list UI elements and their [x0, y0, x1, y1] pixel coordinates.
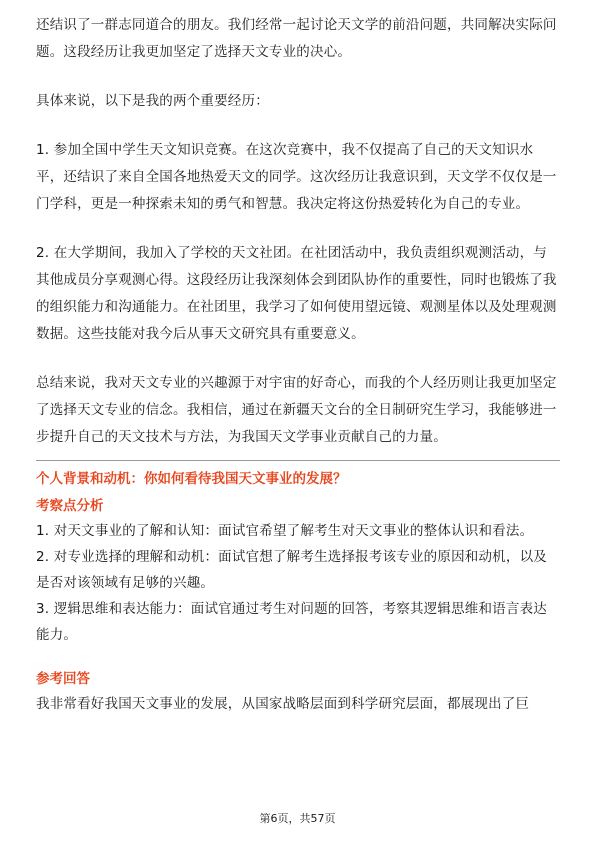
- page-content: [36, 12, 560, 718]
- question-title: 个人背景和动机：你如何看待我国天文事业的发展？: [36, 471, 347, 487]
- paragraph-experience-1: 1. 参加全国中学生天文知识竞赛。在这次竞赛中，我不仅提高了自己的天文知识水平，还结识了来自全国各地热爱天文的同学。这次经历让我意识到，天文学不仅仅是一门学科，更是一种探索未知的勇气和智慧。我决定将这份热爱转化为自己的专业。: [36, 142, 557, 212]
- analysis-heading: 考察点分析: [36, 498, 104, 514]
- answer-text: 我非常看好我国天文事业的发展，从国家战略层面到科学研究层面，都展现出了巨: [36, 696, 530, 712]
- analysis-list: [36, 518, 560, 648]
- list-item: 1. 对天文事业的了解和认知：面试官希望了解考生对天文事业的整体认识和看法。: [36, 523, 534, 539]
- paragraph-intro: 具体来说，以下是我的两个重要经历：: [36, 93, 269, 109]
- answer-heading: 参考回答: [36, 671, 90, 687]
- paragraph-summary: 总结来说，我对天文专业的兴趣源于对宇宙的好奇心，而我的个人经历则让我更加坚定了选择天文专业的信念。我相信，通过在新疆天文台的全日制研究生学习，我能够进一步提升自己的天文技术与方法，为我国天文学事业贡献自己的力量。: [36, 375, 557, 445]
- list-item: 2. 对专业选择的理解和动机：面试官想了解考生选择报考该专业的原因和动机，以及是否对该领域有足够的兴趣。: [36, 549, 547, 591]
- section-divider: [36, 460, 560, 461]
- list-item: 3. 逻辑思维和表达能力：面试官通过考生对问题的回答，考察其逻辑思维和语言表达能力。: [36, 601, 547, 643]
- paragraph-continuation: 还结识了一群志同道合的朋友。我们经常一起讨论天文学的前沿问题，共同解决实际问题。这段经历让我更加坚定了选择天文专业的决心。: [36, 17, 557, 60]
- paragraph-experience-2: 2. 在大学期间，我加入了学校的天文社团。在社团活动中，我负责组织观测活动，与其他成员分享观测心得。这段经历让我深刻体会到团队协作的重要性，同时也锻炼了我的组织能力和沟通能力。在社团里，我学习了如何使用望远镜、观测星体以及处理观测数据。这些技能对我今后从事天文研究具有重要意义。: [36, 245, 557, 342]
- page-number: 第6页，共57页: [259, 812, 336, 825]
